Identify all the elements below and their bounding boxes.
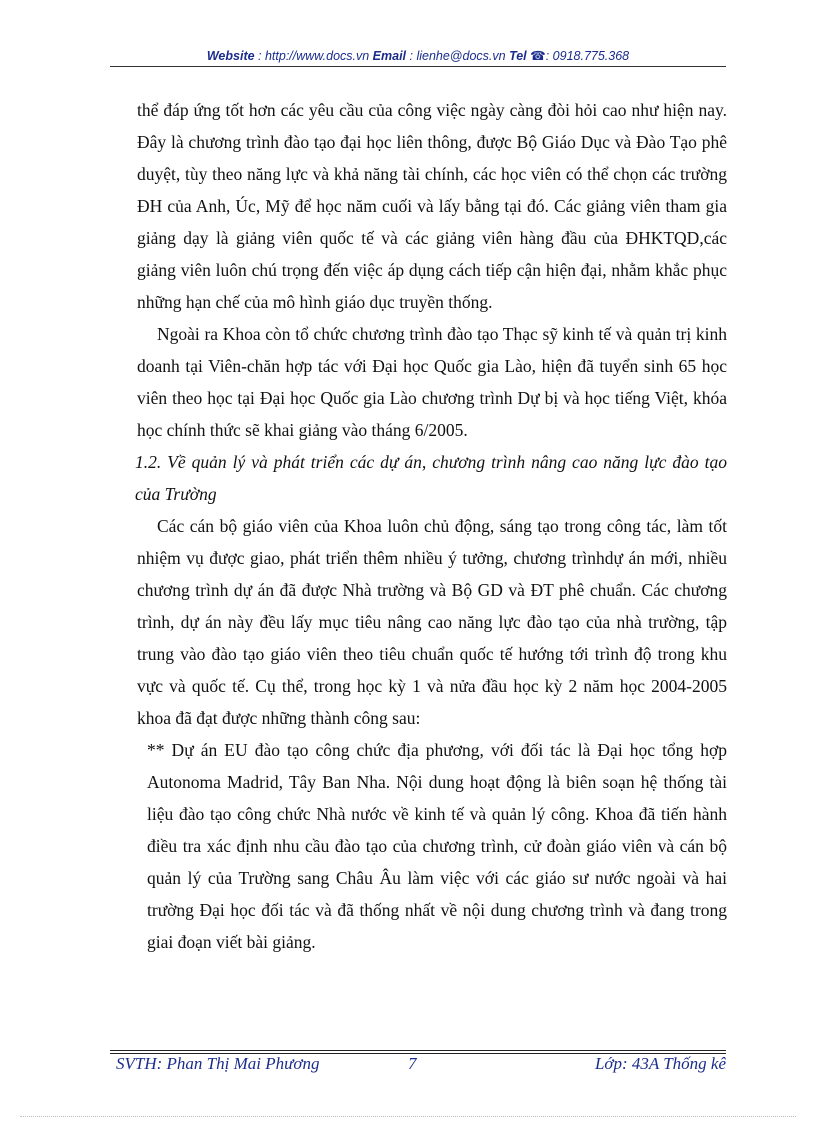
page-edge-dotted-line bbox=[20, 1116, 796, 1117]
page-number: 7 bbox=[408, 1054, 417, 1073]
header-divider bbox=[110, 66, 726, 67]
website-value: : http://www.docs.vn bbox=[254, 49, 373, 63]
paragraph-3: Các cán bộ giáo viên của Khoa luôn chủ động, sáng tạo trong công tác, làm tốt nhiệm vụ được giao, phát triển thêm nhiều ý tưởng, chương trìnhdự án mới, nhiều chương trình dự án đã được Nhà trường và Bộ GD và ĐT phê chuẩn. Các chương trình, dự án này đều lấy mục tiêu nâng cao năng lực đào tạo của nhà trường, tập trung vào đào tạo giáo viên theo tiêu chuẩn quốc tế hướng tới trình độ trong khu vực và quốc tế. Cụ thể, trong học kỳ 1 và nửa đầu học kỳ 2 năm học 2004-2005 khoa đã đạt được những thành công sau: bbox=[137, 516, 727, 728]
footer-class: Lớp: 43A Thống kê bbox=[594, 1054, 726, 1073]
paragraph-1: thể đáp ứng tốt hơn các yêu cầu của công việc ngày càng đòi hỏi cao như hiện nay. Đây là chương trình đào tạo đại học liên thông, được Bộ Giáo Dục và Đào Tạo phê duyệt, tùy theo năng lực và khả năng tài chính, các học viên có thể chọn các trường ĐH của Anh, Úc, Mỹ để học năm cuối và lấy bằng tại đó. Các giảng viên tham gia giảng dạy là giảng viên quốc tế và các giảng viên hàng đầu của ĐHKTQD,các giảng viên luôn chú trọng đến việc áp dụng cách tiếp cận hiện đại, nhằm khắc phục những hạn chế của mô hình giáo dục truyền thống. bbox=[137, 100, 727, 312]
email-value: : lienhe@docs.vn bbox=[406, 49, 510, 63]
tel-label: Tel bbox=[509, 49, 527, 63]
footer-divider-top bbox=[110, 1050, 726, 1051]
email-label: Email bbox=[372, 49, 407, 63]
paragraph-2: Ngoài ra Khoa còn tổ chức chương trình đào tạo Thạc sỹ kinh tế và quản trị kinh doanh tại Viên-chăn hợp tác với Đại học Quốc gia Lào, hiện đã tuyển sinh 65 học viên theo học tại Đại học Quốc gia Lào chương trình Dự bị và học tiếng Việt, khóa học chính thức sẽ khai giảng vào tháng 6/2005. bbox=[137, 324, 727, 440]
website-label: Website bbox=[206, 49, 255, 63]
section-heading: 1.2. Về quản lý và phát triển các dự án, chương trình nâng cao năng lực đào tạo của Trường bbox=[135, 452, 727, 504]
page-header bbox=[110, 48, 726, 63]
paragraph-4: ** Dự án EU đào tạo công chức địa phương, với đối tác là Đại học tổng hợp Autonoma Madrid, Tây Ban Nha. Nội dung hoạt động là biên soạn hệ thống tài liệu đào tạo công chức Nhà nước về kinh tế và quản lý công. Khoa đã tiến hành điều tra xác định nhu cầu đào tạo của chương trình, cử đoàn giáo viên và cán bộ quản lý của Trường sang Châu Âu làm việc với các giáo sư nước ngoài và hai trường Đại học đối tác và đã thống nhất về nội dung chương trình và đang trong giai đoạn viết bài giảng. bbox=[147, 740, 727, 952]
tel-value: ☎: 0918.775.368 bbox=[526, 49, 630, 63]
document-body bbox=[137, 94, 727, 958]
page-footer bbox=[110, 1054, 726, 1078]
footer-author: SVTH: Phan Thị Mai Phương bbox=[116, 1054, 320, 1073]
